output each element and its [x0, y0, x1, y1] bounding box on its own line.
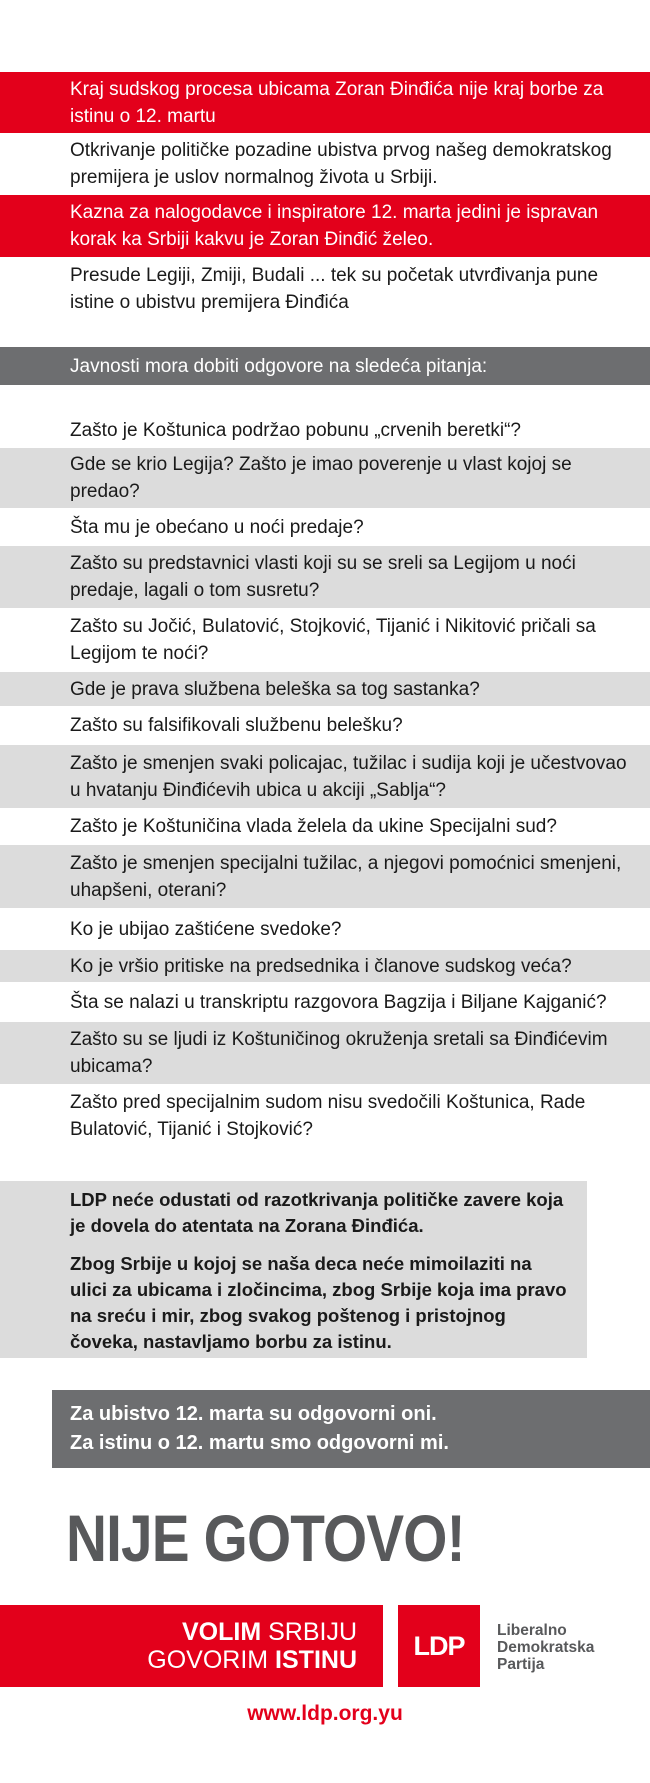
- statement-paragraph: Zbog Srbije u kojoj se naša deca neće mimoilaziti na ulici za ubicama i zločincima, zbog Srbije koja ima pravo na sreću i mir, zbog svakog poštenog i pristojnog čoveka, nastavljamo borbu za istinu.: [70, 1253, 567, 1352]
- list-item: [0, 1084, 650, 1148]
- list-item: [0, 448, 650, 508]
- intro-text: Kazna za nalogodavce i inspiratore 12. marta jedini je ispravan korak ka Srbiji kakvu je Zoran Đinđić želeo.: [70, 202, 599, 250]
- intro-statement-4: [0, 257, 650, 321]
- statement-paragraph: LDP neće odustati od razotkrivanja političke zavere koja je dovela do atentata na Zorana Đinđića.: [70, 1189, 564, 1236]
- list-item: [0, 508, 650, 546]
- questions-header-text: Javnosti mora dobiti odgovore na sledeća pitanja:: [70, 355, 488, 377]
- question-text: Šta se nalazi u transkriptu razgovora Bagzija i Biljane Kajganić?: [70, 991, 607, 1013]
- list-item: [0, 706, 650, 745]
- logo-text: LDP: [413, 1630, 465, 1661]
- ldp-logo: [398, 1605, 480, 1687]
- slogan-word: ISTINU: [275, 1646, 357, 1674]
- list-item: [0, 1022, 650, 1084]
- question-text: Zašto je smenjen svaki policajac, tužilac i sudija koji je učestvovao u hvatanju Đinđićevih ubica u akciji „Sablja“?: [70, 752, 627, 801]
- question-text: Zašto je Koštuničina vlada želela da ukine Specijalni sud?: [70, 816, 557, 837]
- question-text: Ko je vršio pritiske na predsednika i članove sudskog veća?: [70, 955, 572, 977]
- question-text: Šta mu je obećano u noći predaje?: [70, 516, 364, 538]
- responsibility-line: Za istinu o 12. martu smo odgovorni mi.: [70, 1432, 449, 1454]
- list-item: [0, 608, 650, 672]
- question-text: Zašto su Jočić, Bulatović, Stojković, Tijanić i Nikitović pričali sa Legijom te noći?: [70, 616, 596, 664]
- slogan-word: SRBIJU: [268, 1618, 357, 1646]
- intro-statement-2: [0, 133, 650, 195]
- party-name: [497, 1622, 594, 1673]
- list-item: [0, 982, 650, 1022]
- list-item: [0, 672, 650, 706]
- slogan-word: GOVORIM: [147, 1646, 276, 1674]
- slogan-word: VOLIM: [181, 1618, 269, 1646]
- list-item: [0, 908, 650, 950]
- question-text: Gde se krio Legija? Zašto je imao poverenje u vlast kojoj se predao?: [70, 454, 572, 502]
- question-text: Gde je prava službena beleška sa tog sastanka?: [70, 678, 480, 700]
- intro-text: Otkrivanje političke pozadine ubistva prvog našeg demokratskog premijera je uslov normalnog života u Srbiji.: [70, 140, 612, 188]
- party-name-line: Demokratska: [497, 1639, 595, 1656]
- intro-statement-1: [0, 72, 650, 133]
- question-text: Zašto su predstavnici vlasti koji su se sreli sa Legijom u noći predaje, lagali o tom susretu?: [70, 553, 576, 601]
- website-url[interactable]: www.ldp.org.yu: [247, 1702, 403, 1725]
- headline: NIJE GOTOVO!: [66, 1501, 465, 1575]
- list-item: [0, 808, 650, 845]
- slogan-line-2: [147, 1646, 357, 1674]
- list-item: [0, 950, 650, 982]
- ldp-statement: [0, 1181, 587, 1358]
- slogan-banner: [0, 1605, 383, 1687]
- slogan-line-1: [182, 1618, 357, 1646]
- party-name-line: Partija: [497, 1656, 545, 1673]
- list-item: [0, 546, 650, 608]
- intro-statement-3: [0, 195, 650, 257]
- party-name-line: Liberalno: [497, 1622, 567, 1639]
- question-text: Ko je ubijao zaštićene svedoke?: [70, 918, 342, 940]
- question-text: Zašto je Koštunica podržao pobunu „crvenih beretki“?: [70, 419, 521, 441]
- question-text: Zašto je smenjen specijalni tužilac, a njegovi pomoćnici smenjeni, uhapšeni, oterani?: [70, 852, 622, 901]
- responsibility-line: Za ubistvo 12. marta su odgovorni oni.: [70, 1403, 437, 1425]
- question-text: Zašto pred specijalnim sudom nisu svedočili Koštunica, Rade Bulatović, Tijanić i Stojković?: [70, 1092, 586, 1140]
- responsibility-box: [52, 1390, 650, 1468]
- list-item: [0, 745, 650, 808]
- question-text: Zašto su falsifikovali službenu belešku?: [70, 715, 403, 736]
- question-text: Zašto su se ljudi iz Koštuničinog okruženja sretali sa Đinđićevim ubicama?: [70, 1029, 608, 1077]
- intro-text: Kraj sudskog procesa ubicama Zoran Đinđića nije kraj borbe za istinu o 12. martu: [70, 78, 604, 127]
- intro-text: Presude Legiji, Zmiji, Budali ... tek su početak utvrđivanja pune istine o ubistvu premijera Đinđića: [70, 265, 599, 313]
- questions-header: [0, 347, 650, 385]
- list-item: [0, 845, 650, 908]
- list-item: [0, 412, 650, 448]
